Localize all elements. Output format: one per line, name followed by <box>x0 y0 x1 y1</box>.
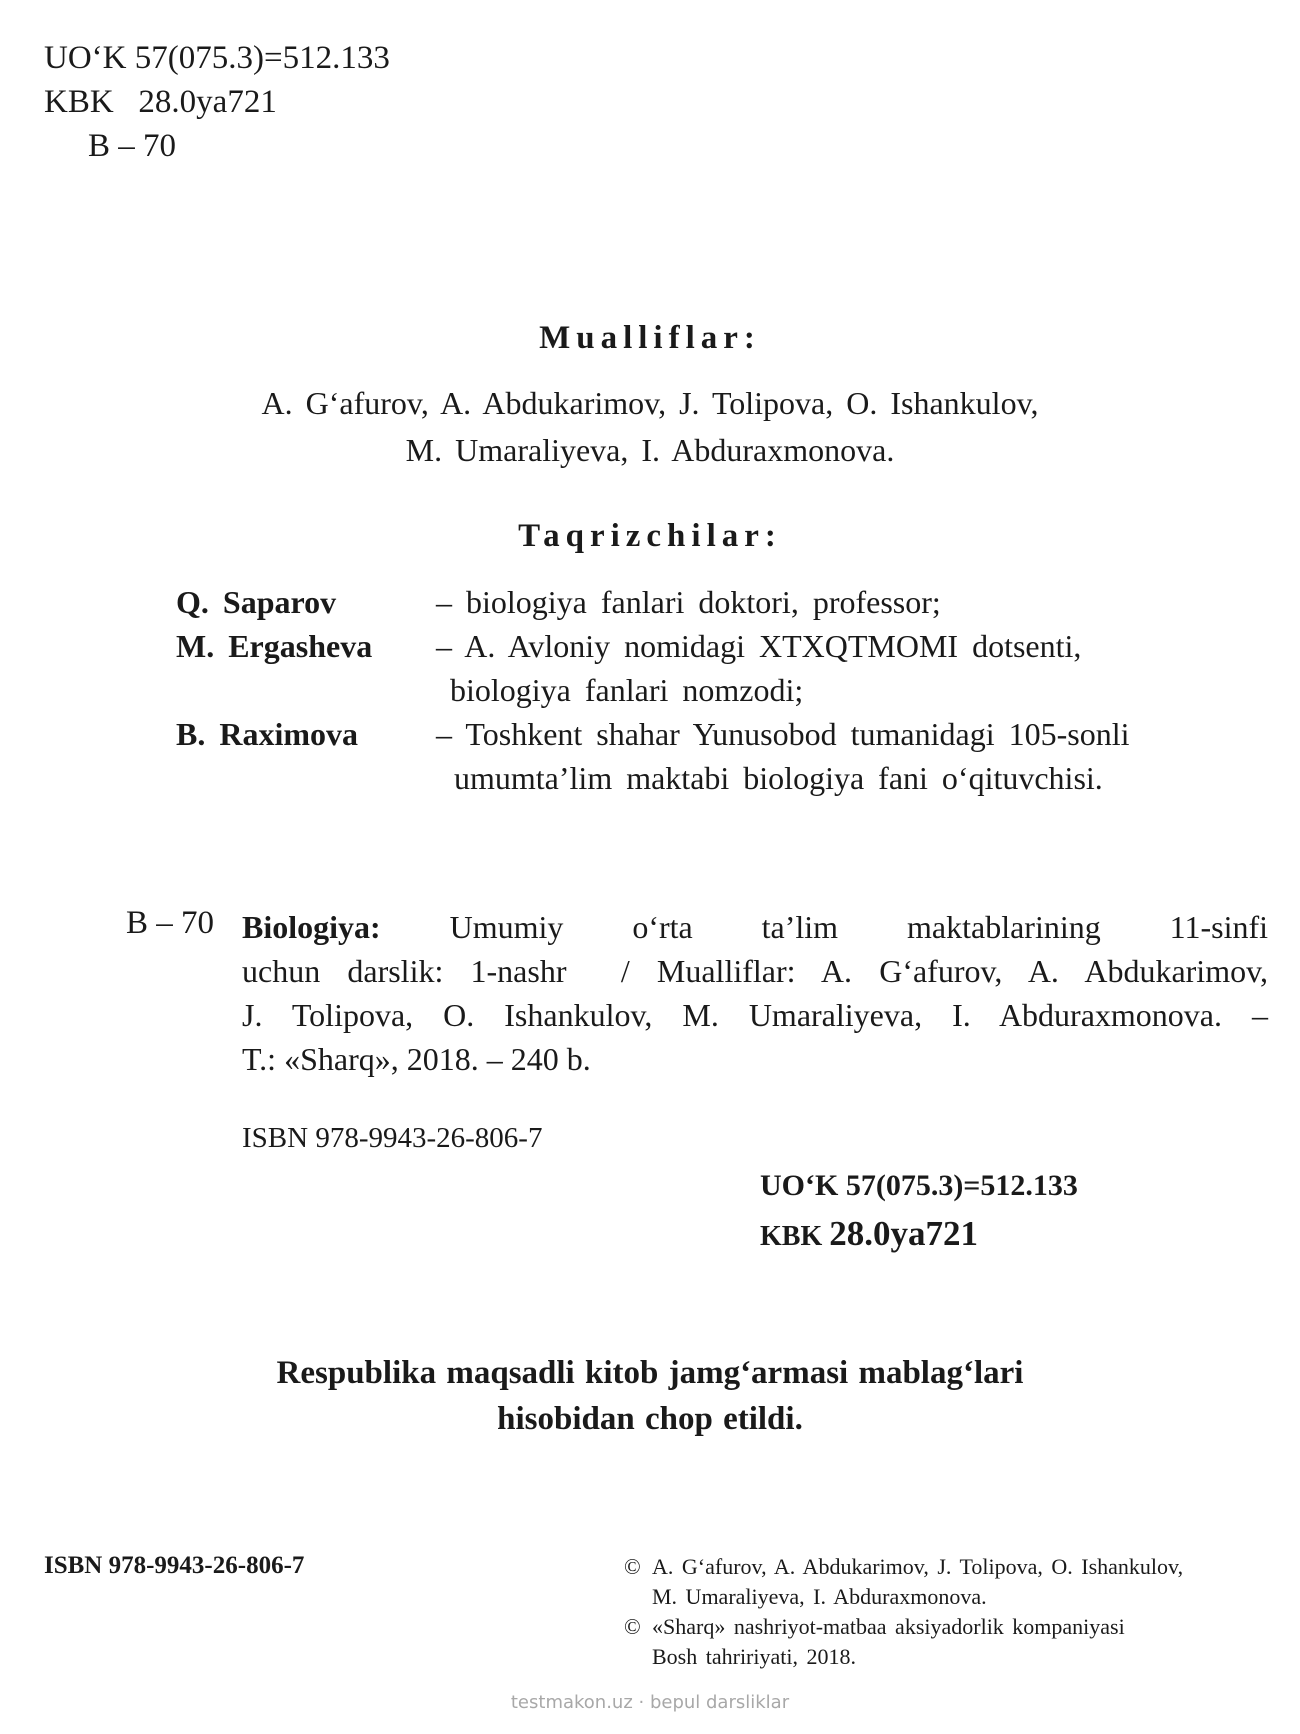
isbn-number: ISBN 978-9943-26-806-7 <box>242 1122 543 1154</box>
copyright-line <box>624 1582 1274 1612</box>
bibliography-code: B – 70 <box>126 905 215 941</box>
reviewer-entry <box>176 580 1256 624</box>
reviewer-name: Q. Saparov <box>176 584 337 620</box>
bibliography-entry <box>242 905 1268 1081</box>
reviewer-description: biologiya fanlari nomzodi; <box>450 672 804 708</box>
reviewer-name: B. Raximova <box>176 716 358 752</box>
authors-line: M. Umaraliyeva, I. Abduraxmonova. <box>405 432 895 468</box>
bibliography-text: Umumiy o‘rta ta’lim maktablarining 11-sinfi <box>449 909 1269 945</box>
reviewer-entry-continuation <box>176 756 1256 800</box>
classification-codes <box>760 1162 1078 1261</box>
reviewer-entry <box>176 624 1256 668</box>
reviewer-entry <box>176 712 1256 756</box>
authors-list <box>0 380 1300 474</box>
uok-code: UO‘K 57(075.3)=512.133 <box>760 1169 1078 1202</box>
reviewer-description: – A. Avloniy nomidagi XTXQTMOMI dotsenti, <box>436 628 1082 664</box>
copyright-symbol: © <box>624 1554 641 1579</box>
reviewer-description: umumta’lim maktabi biologiya fani o‘qituvchisi. <box>454 760 1103 796</box>
kbk-value: 28.0ya721 <box>829 1214 978 1253</box>
reviewer-name: M. Ergasheva <box>176 628 373 664</box>
funding-line: Respublika maqsadli kitob jamg‘armasi mablag‘lari <box>276 1355 1024 1391</box>
reviewer-description: – biologiya fanlari doktori, professor; <box>436 584 941 620</box>
authors-line: A. G‘afurov, A. Abdukarimov, J. Tolipova, O. Ishankulov, <box>261 385 1039 421</box>
bibliography-line: T.: «Sharq», 2018. – 240 b. <box>242 1041 591 1077</box>
reviewer-description: – Toshkent shahar Yunusobod tumanidagi 105-sonli <box>436 716 1130 752</box>
authors-heading: Mualliflar: <box>539 320 761 356</box>
copyright-line <box>624 1612 1274 1642</box>
reviewer-entry-continuation <box>176 668 1256 712</box>
kbk-label: KBK <box>760 1221 823 1252</box>
catalog-codes <box>44 36 390 168</box>
watermark: testmakon.uz · bepul darsliklar <box>510 1692 790 1713</box>
copyright-text: «Sharq» nashriyot-matbaa aksiyadorlik kompaniyasi <box>652 1614 1125 1639</box>
bibliography-line: J. Tolipova, O. Ishankulov, M. Umaraliyeva, I. Abduraxmonova. – <box>242 997 1268 1033</box>
copyright-line <box>624 1552 1274 1582</box>
copyright-block <box>624 1552 1274 1672</box>
author-sign-code: B – 70 <box>88 128 177 164</box>
bibliography-line: uchun darslik: 1-nashr / Mualliflar: A. G‘afurov, A. Abdukarimov, <box>242 953 1268 989</box>
funding-line: hisobidan chop etildi. <box>497 1401 803 1437</box>
copyright-line <box>624 1642 1274 1672</box>
copyright-text: Bosh tahririyati, 2018. <box>652 1644 856 1669</box>
copyright-text: A. G‘afurov, A. Abdukarimov, J. Tolipova, O. Ishankulov, <box>652 1554 1184 1579</box>
uok-code: UO‘K 57(075.3)=512.133 <box>44 40 390 76</box>
kbk-code: KBK 28.0ya721 <box>44 84 277 120</box>
funding-note <box>0 1350 1300 1442</box>
copyright-text: M. Umaraliyeva, I. Abduraxmonova. <box>652 1584 987 1609</box>
copyright-symbol: © <box>624 1614 641 1639</box>
reviewers-list <box>176 580 1256 800</box>
reviewers-heading: Taqrizchilar: <box>518 518 782 554</box>
bibliography-line <box>242 905 1268 949</box>
kbk-code <box>760 1210 1078 1261</box>
bibliography-title: Biologiya: <box>242 909 381 945</box>
isbn-number-bottom: ISBN 978-9943-26-806-7 <box>44 1552 305 1579</box>
